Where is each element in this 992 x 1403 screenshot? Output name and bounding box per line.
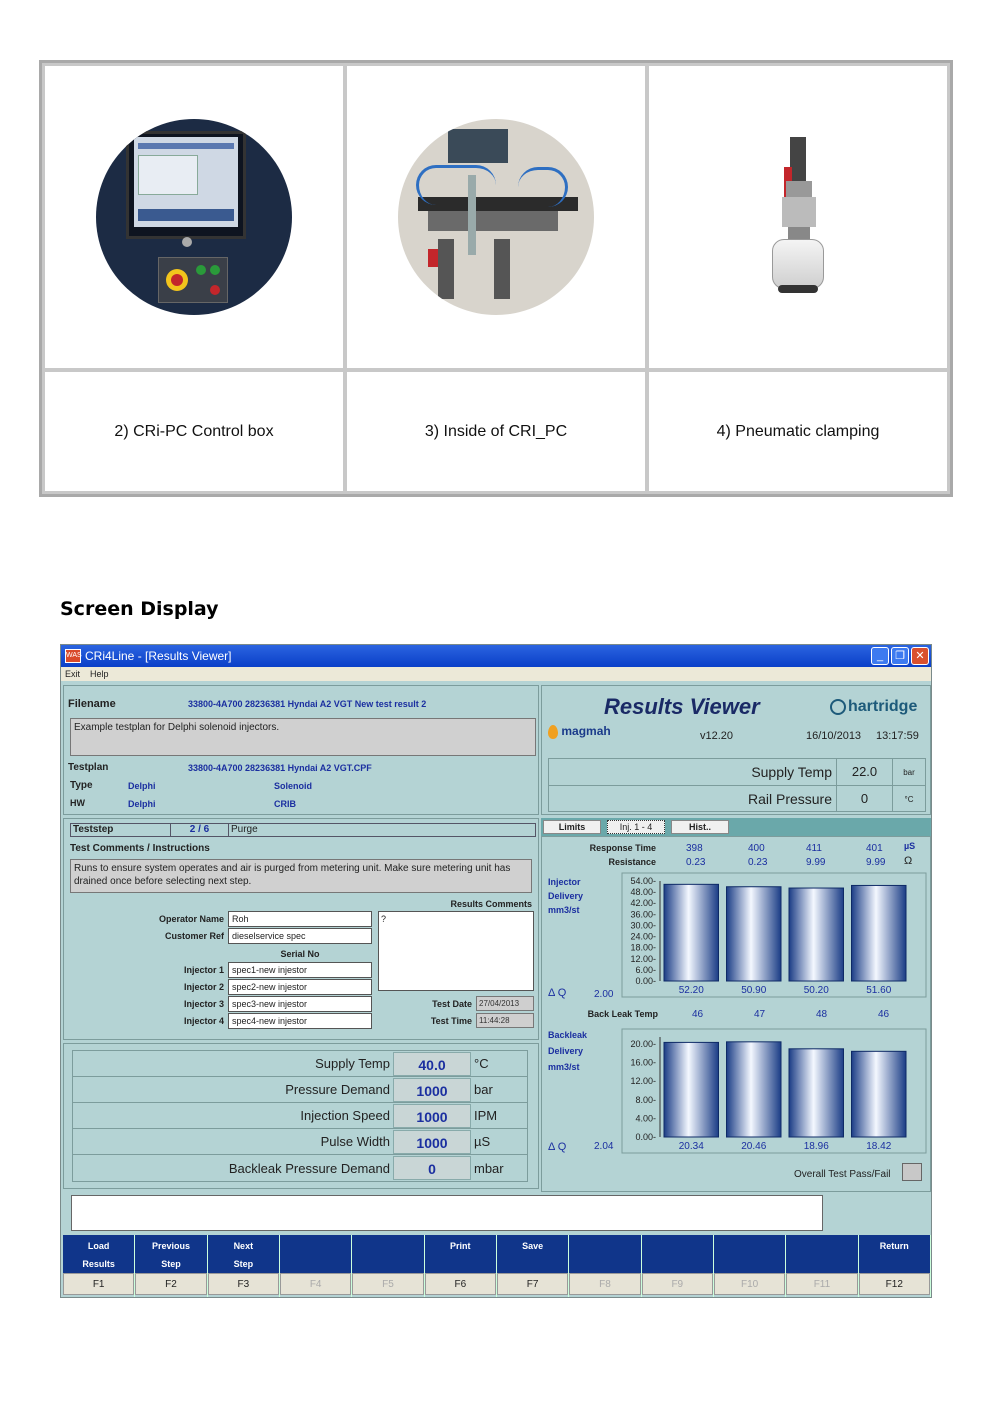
bar-4 — [852, 885, 907, 981]
fkey-f10 — [714, 1235, 786, 1297]
param-label: Pressure Demand — [285, 1082, 390, 1097]
param-value: 1000 — [393, 1104, 471, 1128]
injector-4-input[interactable]: spec4-new injestor — [228, 1013, 372, 1029]
chart1-delta-value: 2.00 — [594, 989, 614, 1000]
conditions-table — [548, 758, 926, 812]
tab-limits[interactable]: Limits — [543, 820, 601, 834]
param-label: Pulse Width — [320, 1134, 390, 1149]
caption-cell-3 — [649, 372, 947, 491]
type-label: Type — [70, 780, 93, 791]
resistance-unit: Ω — [904, 855, 913, 867]
window-title: CRi4Line - [Results Viewer] — [85, 649, 232, 663]
bar-value-label: 52.20 — [678, 985, 704, 996]
injector-1-label: Injector 1 — [183, 965, 224, 975]
params-panel — [63, 1043, 539, 1189]
response-3: 411 — [806, 843, 822, 854]
fkey-label: Print — [425, 1235, 496, 1273]
fkey-f5 — [352, 1235, 424, 1297]
rail-pressure-unit: °C — [904, 794, 914, 804]
backleak-temp-3: 48 — [816, 1009, 828, 1020]
bar-3 — [789, 1049, 844, 1137]
viewer-time: 13:17:59 — [876, 730, 919, 742]
hartridge-logo: hartridge — [830, 698, 917, 716]
rail-pressure-value: 0 — [837, 786, 893, 812]
y-tick-label: 18.00- — [630, 942, 656, 953]
maximize-button[interactable]: ❐ — [891, 647, 909, 665]
menu-exit[interactable]: Exit — [65, 669, 81, 679]
supply-temp-row — [549, 759, 925, 786]
fkey-f11 — [786, 1235, 858, 1297]
param-unit: °C — [474, 1056, 489, 1071]
viewer-title: Results Viewer — [604, 694, 760, 719]
y-tick-label: 0.00- — [635, 1132, 656, 1142]
bar-value-label: 18.96 — [803, 1141, 829, 1152]
teststep-name: Purge — [231, 824, 258, 835]
injector-3-input[interactable]: spec3-new injestor — [228, 996, 372, 1012]
tab-bar — [541, 818, 931, 836]
param-value: 1000 — [393, 1130, 471, 1154]
tab-hist[interactable]: Hist.. — [671, 820, 729, 834]
response-1: 398 — [686, 843, 703, 854]
bar-3 — [789, 888, 844, 981]
type-value-1: Delphi — [128, 781, 156, 791]
y-tick-label: 42.00- — [630, 898, 656, 909]
fkey-f3[interactable] — [208, 1235, 280, 1297]
param-unit: mbar — [474, 1160, 504, 1176]
photo-clamping — [649, 66, 947, 368]
fkey-f8 — [569, 1235, 641, 1297]
y-tick-label: 8.00- — [635, 1094, 656, 1105]
chart2-delta-value: 2.04 — [594, 1141, 614, 1152]
menu-bar — [61, 667, 931, 681]
supply-temp-unit: bar — [903, 767, 915, 777]
resistance-2: 0.23 — [748, 857, 768, 868]
fkey-key: F3 — [208, 1273, 279, 1295]
fkey-f4 — [280, 1235, 352, 1297]
param-value: 1000 — [393, 1078, 471, 1102]
y-tick-label: 16.00- — [630, 1057, 656, 1068]
caption-clamping: 4) Pneumatic clamping — [716, 422, 880, 440]
viewer-header — [541, 685, 931, 815]
y-tick-label: 54.00- — [630, 876, 656, 886]
teststep-panel — [63, 818, 539, 1040]
fkey-label: Next Step — [208, 1235, 279, 1273]
title-bar — [61, 645, 931, 667]
serial-label: Serial No — [280, 949, 320, 959]
fkey-label — [352, 1235, 423, 1273]
fkey-f12[interactable] — [859, 1235, 931, 1297]
results-panel — [541, 836, 931, 1192]
injector-3-label: Injector 3 — [183, 999, 224, 1009]
injector-delivery-chart — [590, 871, 930, 1001]
left-column — [63, 685, 539, 1189]
bar-value-label: 50.90 — [741, 985, 767, 996]
hartridge-icon — [830, 699, 846, 715]
bar-2 — [727, 1042, 782, 1137]
results-comments-box[interactable]: ? — [378, 911, 534, 991]
control-box-image — [96, 119, 292, 315]
param-unit: IPM — [474, 1108, 498, 1123]
param-label: Backleak Pressure Demand — [228, 1160, 390, 1176]
y-tick-label: 6.00- — [635, 964, 656, 975]
supply-temp-value: 22.0 — [837, 759, 893, 785]
backleak-temp-1: 46 — [692, 1009, 704, 1020]
response-4: 401 — [866, 843, 883, 854]
right-column — [541, 685, 931, 1192]
caption-cell-2 — [347, 372, 645, 491]
param-row-supply-temp — [73, 1051, 527, 1077]
testplan-value: 33800-4A700 28236381 Hyndai A2 VGT.CPF — [188, 763, 372, 773]
bar-1 — [664, 884, 719, 981]
test-time-label: Test Time — [430, 1016, 472, 1026]
clamping-image — [768, 137, 828, 297]
fkey-key: F8 — [569, 1273, 640, 1295]
injector-1-input[interactable]: spec1-new injestor — [228, 962, 372, 978]
caption-inside: 3) Inside of CRI_PC — [424, 422, 568, 440]
resistance-label: Resistance — [608, 857, 656, 867]
response-unit: µS — [904, 841, 916, 851]
message-box — [71, 1195, 823, 1231]
comments-box: Runs to ensure system operates and air is purged from metering unit. Make sure metering unit has drained once before selecting next step. — [70, 859, 532, 893]
test-date-value: 27/04/2013 — [476, 996, 534, 1011]
injector-2-input[interactable]: spec2-new injestor — [228, 979, 372, 995]
operator-input[interactable]: Roh — [228, 911, 372, 927]
fkey-key: F5 — [352, 1273, 423, 1295]
viewer-version: v12.20 — [700, 730, 734, 742]
response-2: 400 — [748, 843, 765, 854]
teststep-counter: 2 / 6 — [171, 824, 229, 836]
caption-control-box: 2) CRi-PC Control box — [114, 422, 274, 440]
test-date-label: Test Date — [432, 999, 472, 1009]
chart2-ylabel: Backleak Delivery mm3/st — [548, 1030, 588, 1072]
comments-label: Test Comments / Instructions — [70, 843, 210, 854]
y-tick-label: 24.00- — [630, 931, 656, 942]
resistance-1: 0.23 — [686, 857, 706, 868]
overall-pass-fail-label: Overall Test Pass/Fail — [794, 1169, 891, 1180]
test-time-value: 11:44:28 — [476, 1013, 534, 1028]
app-window — [60, 644, 932, 1298]
response-label: Response Time — [589, 843, 656, 853]
fkey-key: F4 — [280, 1273, 351, 1295]
y-tick-label: 12.00- — [630, 1076, 656, 1087]
filename-label: Filename — [68, 698, 116, 710]
injector-2-label: Injector 2 — [183, 982, 224, 992]
params-table — [72, 1050, 528, 1182]
file-info-panel — [63, 685, 539, 815]
bar-1 — [664, 1042, 719, 1137]
param-row-injection-speed — [73, 1103, 527, 1129]
backleak-temp-2: 47 — [754, 1009, 766, 1020]
menu-help[interactable]: Help — [90, 669, 109, 679]
minimize-button[interactable]: _ — [871, 647, 889, 665]
y-tick-label: 20.00- — [630, 1038, 656, 1049]
customer-input[interactable]: dieselservice spec — [228, 928, 372, 944]
chart2-delta-label: Δ Q — [548, 1141, 567, 1153]
hw-label: HW — [70, 798, 85, 808]
fkey-label: Previous Step — [135, 1235, 206, 1273]
injector-4-label: Injector 4 — [183, 1016, 224, 1026]
viewer-date: 16/10/2013 — [806, 730, 862, 742]
operator-label: Operator Name — [158, 914, 224, 924]
param-unit: µS — [474, 1134, 491, 1149]
magmah-logo: magmah — [548, 724, 611, 739]
fkey-label — [569, 1235, 640, 1273]
resistance-3: 9.99 — [806, 857, 826, 868]
fkey-label — [280, 1235, 351, 1273]
app-icon: WAS — [65, 649, 81, 663]
photo-inside — [347, 66, 645, 368]
backleak-delivery-chart — [590, 1027, 930, 1157]
resistance-4: 9.99 — [866, 857, 886, 868]
y-tick-label: 0.00- — [635, 976, 656, 986]
customer-label: Customer Ref — [164, 931, 224, 941]
y-tick-label: 36.00- — [630, 909, 656, 920]
fkey-key: F7 — [497, 1273, 568, 1295]
teststep-bar — [70, 823, 536, 837]
fkey-label — [714, 1235, 785, 1273]
rail-pressure-label: Rail Pressure — [549, 786, 837, 812]
chart1-ylabel: Injector Delivery mm3/st — [548, 877, 584, 915]
hw-value-2: CRIB — [274, 799, 296, 809]
fkey-f9 — [642, 1235, 714, 1297]
param-value: 40.0 — [393, 1052, 471, 1076]
caption-cell-1 — [45, 372, 343, 491]
section-title: Screen Display — [60, 598, 219, 620]
y-tick-label: 30.00- — [630, 920, 656, 931]
param-label: Injection Speed — [300, 1108, 390, 1123]
inside-image — [398, 119, 594, 315]
fkey-key: F9 — [642, 1273, 713, 1295]
param-row-pulse-width — [73, 1129, 527, 1155]
bar-value-label: 20.46 — [741, 1141, 767, 1152]
param-row-pressure-demand — [73, 1077, 527, 1103]
fkey-label: Save — [497, 1235, 568, 1273]
bar-value-label: 51.60 — [866, 985, 892, 996]
fkey-f1[interactable] — [63, 1235, 135, 1297]
y-tick-label: 48.00- — [630, 887, 656, 898]
fkey-label — [786, 1235, 857, 1273]
supply-temp-label: Supply Temp — [549, 759, 837, 785]
backleak-temp-4: 46 — [878, 1009, 890, 1020]
chart1-delta-label: Δ Q — [548, 987, 567, 999]
photo-table — [39, 60, 953, 497]
hw-value-1: Delphi — [128, 799, 156, 809]
rail-pressure-row — [549, 786, 925, 812]
testplan-label: Testplan — [68, 762, 109, 773]
fkey-label — [642, 1235, 713, 1273]
type-value-2: Solenoid — [274, 781, 312, 791]
fkey-f6[interactable] — [425, 1235, 497, 1297]
fkey-f2[interactable] — [135, 1235, 207, 1297]
y-tick-label: 12.00- — [630, 953, 656, 964]
fkey-f7[interactable] — [497, 1235, 569, 1297]
description-box: Example testplan for Delphi solenoid injectors. — [70, 718, 536, 756]
backleak-temp-label: Back Leak Temp — [587, 1009, 658, 1019]
filename-value: 33800-4A700 28236381 Hyndai A2 VGT New test result 2 — [188, 699, 427, 709]
param-unit: bar — [474, 1082, 493, 1097]
bar-2 — [727, 887, 782, 981]
fkey-key: F11 — [786, 1273, 857, 1295]
fkey-key: F6 — [425, 1273, 496, 1295]
fkey-key: F2 — [135, 1273, 206, 1295]
param-value: 0 — [393, 1156, 471, 1180]
function-key-bar — [63, 1235, 931, 1297]
magmah-drop-icon — [548, 725, 558, 739]
bar-4 — [852, 1051, 907, 1137]
y-tick-label: 4.00- — [635, 1113, 656, 1124]
bar-value-label: 50.20 — [803, 985, 829, 996]
results-comments-label: Results Comments — [450, 899, 532, 909]
tab-inj[interactable]: Inj. 1 - 4 — [607, 820, 665, 834]
overall-pass-fail-indicator — [902, 1163, 922, 1181]
fkey-key: F1 — [63, 1273, 134, 1295]
bar-value-label: 18.42 — [866, 1141, 892, 1152]
fkey-label: Load Results — [63, 1235, 134, 1273]
param-row-backleak — [73, 1155, 527, 1181]
param-label: Supply Temp — [315, 1056, 390, 1071]
teststep-label: Teststep — [71, 824, 171, 836]
bar-value-label: 20.34 — [678, 1141, 704, 1152]
fkey-key: F12 — [859, 1273, 930, 1295]
fkey-label: Return — [859, 1235, 930, 1273]
photo-control-box — [45, 66, 343, 368]
fkey-key: F10 — [714, 1273, 785, 1295]
close-button[interactable]: ✕ — [911, 647, 929, 665]
